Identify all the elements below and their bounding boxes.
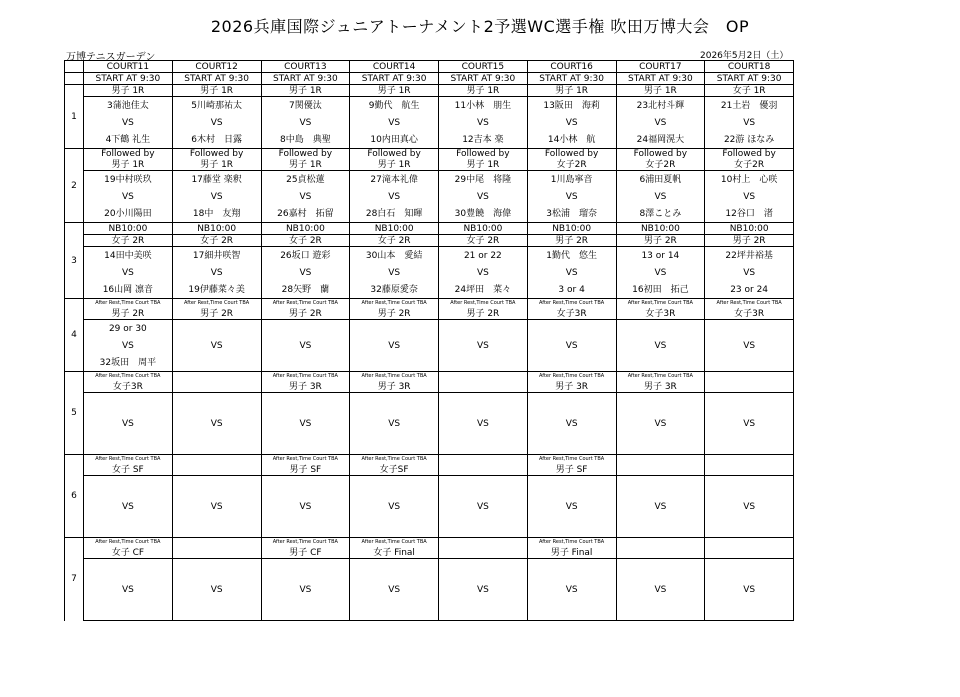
after-rest-note: After Rest,Time Court TBA	[84, 538, 173, 548]
after-rest-note: After Rest,Time Court TBA	[527, 299, 616, 309]
court-header: COURT17	[616, 61, 705, 73]
followed-label: Followed by	[439, 149, 528, 160]
schedule-row	[65, 223, 794, 235]
vs-label: VS	[527, 476, 616, 538]
followed-label: Followed by	[527, 149, 616, 160]
player-1: 1川島寧音	[527, 171, 616, 189]
schedule-row	[65, 354, 794, 372]
schedule-row	[65, 476, 794, 538]
after-rest-note: After Rest,Time Court TBA	[616, 299, 705, 309]
schedule-row	[65, 205, 794, 223]
after-rest-note	[439, 455, 528, 465]
round-label: 女子 2R	[84, 235, 173, 247]
after-rest-note: After Rest,Time Court TBA	[527, 455, 616, 465]
after-rest-note: After Rest,Time Court TBA	[527, 372, 616, 382]
row-number: 7	[65, 538, 84, 621]
vs-label: VS	[705, 393, 794, 455]
schedule-row	[65, 85, 794, 97]
after-rest-note	[439, 538, 528, 548]
vs-label: VS	[439, 476, 528, 538]
round-label	[705, 381, 794, 393]
corner-cell	[65, 73, 84, 85]
round-label: 男子 3R	[261, 381, 350, 393]
player-2: 4下鶴 礼生	[84, 131, 173, 149]
vs-label: VS	[350, 264, 439, 281]
after-rest-note	[705, 538, 794, 548]
start-time: START AT 9:30	[172, 73, 261, 85]
schedule-row	[65, 114, 794, 131]
player-1: 11小林 朋生	[439, 97, 528, 115]
player-1: 9勤代 航生	[350, 97, 439, 115]
round-label: 女子 Final	[350, 547, 439, 559]
schedule-row	[65, 281, 794, 299]
schedule-row	[65, 372, 794, 382]
schedule-row	[65, 247, 794, 265]
followed-label: Followed by	[261, 149, 350, 160]
row-number: 3	[65, 223, 84, 299]
player-2: 8澤ことみ	[616, 205, 705, 223]
vs-label: VS	[705, 559, 794, 621]
player-2	[350, 354, 439, 372]
after-rest-note	[705, 372, 794, 382]
nb-time: NB10:00	[439, 223, 528, 235]
vs-label: VS	[84, 393, 173, 455]
vs-label: VS	[84, 188, 173, 205]
schedule-row	[65, 538, 794, 548]
player-2: 14小林 航	[527, 131, 616, 149]
nb-time: NB10:00	[84, 223, 173, 235]
nb-time: NB10:00	[261, 223, 350, 235]
schedule-row	[65, 264, 794, 281]
vs-label: VS	[350, 114, 439, 131]
player-1	[527, 320, 616, 338]
schedule-row	[65, 131, 794, 149]
after-rest-note: After Rest,Time Court TBA	[439, 299, 528, 309]
court-header: COURT11	[84, 61, 173, 73]
schedule-row	[65, 455, 794, 465]
round-label: 女子 SF	[84, 464, 173, 476]
player-2: 28矢野 蘭	[261, 281, 350, 299]
player-2: 22游 ほなみ	[705, 131, 794, 149]
vs-label: VS	[705, 337, 794, 354]
vs-label: VS	[172, 188, 261, 205]
round-label: 男子 Final	[527, 547, 616, 559]
round-label: 女子 2R	[172, 235, 261, 247]
followed-label: Followed by	[350, 149, 439, 160]
player-2: 24坪田 菜々	[439, 281, 528, 299]
after-rest-note	[439, 372, 528, 382]
player-1: 27滝本礼偉	[350, 171, 439, 189]
after-rest-note: After Rest,Time Court TBA	[84, 455, 173, 465]
round-label: 男子 2R	[527, 235, 616, 247]
player-2	[172, 354, 261, 372]
player-1: 17細井咲智	[172, 247, 261, 265]
player-1	[705, 320, 794, 338]
player-1: 7関優汰	[261, 97, 350, 115]
player-1: 19中村咲玖	[84, 171, 173, 189]
player-2: 30豊饒 海偉	[439, 205, 528, 223]
row-number: 1	[65, 85, 84, 149]
after-rest-note: After Rest,Time Court TBA	[261, 455, 350, 465]
player-2: 26嘉村 拓留	[261, 205, 350, 223]
round-label: 女子2R	[527, 159, 616, 171]
round-label: 男子 1R	[439, 85, 528, 97]
vs-label: VS	[616, 393, 705, 455]
after-rest-note: After Rest,Time Court TBA	[616, 372, 705, 382]
round-label	[439, 381, 528, 393]
vs-label: VS	[261, 337, 350, 354]
vs-label: VS	[261, 559, 350, 621]
player-2: 23 or 24	[705, 281, 794, 299]
round-label: 男子 1R	[172, 159, 261, 171]
player-1: 25貞松蓮	[261, 171, 350, 189]
round-label: 男子 1R	[350, 85, 439, 97]
round-label: 男子 3R	[350, 381, 439, 393]
round-label: 男子 2R	[261, 308, 350, 320]
player-1	[172, 320, 261, 338]
nb-time: NB10:00	[350, 223, 439, 235]
round-label: 女子 CF	[84, 547, 173, 559]
court-header: COURT14	[350, 61, 439, 73]
vs-label: VS	[527, 337, 616, 354]
player-1: 26坂口 遊彩	[261, 247, 350, 265]
round-label: 女子3R	[705, 308, 794, 320]
round-label: 男子 1R	[261, 159, 350, 171]
player-1	[439, 320, 528, 338]
schedule-row	[65, 73, 794, 85]
player-2: 32藤原愛奈	[350, 281, 439, 299]
schedule-row	[65, 559, 794, 621]
round-label: 男子 1R	[84, 85, 173, 97]
round-label: 男子 CF	[261, 547, 350, 559]
round-label: 男子 2R	[84, 308, 173, 320]
vs-label: VS	[527, 264, 616, 281]
round-label: 女子3R	[616, 308, 705, 320]
round-label	[705, 464, 794, 476]
vs-label: VS	[616, 188, 705, 205]
round-label: 女子 1R	[705, 85, 794, 97]
court-header: COURT18	[705, 61, 794, 73]
player-2: 32坂田 周平	[84, 354, 173, 372]
player-2	[261, 354, 350, 372]
player-1: 21 or 22	[439, 247, 528, 265]
schedule-row	[65, 171, 794, 189]
start-time: START AT 9:30	[350, 73, 439, 85]
player-1: 14田中美咲	[84, 247, 173, 265]
round-label	[616, 464, 705, 476]
round-label	[616, 547, 705, 559]
round-label: 男子 1R	[84, 159, 173, 171]
start-time: START AT 9:30	[84, 73, 173, 85]
vs-label: VS	[350, 393, 439, 455]
vs-label: VS	[172, 559, 261, 621]
player-1: 30山本 愛結	[350, 247, 439, 265]
player-1: 13 or 14	[616, 247, 705, 265]
start-time: START AT 9:30	[616, 73, 705, 85]
vs-label: VS	[172, 264, 261, 281]
round-label: 男子 3R	[616, 381, 705, 393]
corner-cell	[65, 61, 84, 73]
venue-label: 万博テニスガーデン	[66, 52, 156, 63]
vs-label: VS	[616, 476, 705, 538]
vs-label: VS	[350, 188, 439, 205]
vs-label: VS	[84, 337, 173, 354]
nb-time: NB10:00	[616, 223, 705, 235]
round-label	[705, 547, 794, 559]
after-rest-note	[616, 455, 705, 465]
start-time: START AT 9:30	[261, 73, 350, 85]
player-2	[439, 354, 528, 372]
followed-label: Followed by	[84, 149, 173, 160]
player-2	[616, 354, 705, 372]
round-label: 男子 SF	[261, 464, 350, 476]
vs-label: VS	[172, 476, 261, 538]
player-1: 29中尾 将隆	[439, 171, 528, 189]
round-label: 男子 1R	[527, 85, 616, 97]
after-rest-note: After Rest,Time Court TBA	[350, 299, 439, 309]
player-1: 5川崎那祐太	[172, 97, 261, 115]
schedule-row	[65, 381, 794, 393]
player-2	[527, 354, 616, 372]
vs-label: VS	[350, 337, 439, 354]
player-2: 18中 友翔	[172, 205, 261, 223]
vs-label: VS	[527, 188, 616, 205]
after-rest-note: After Rest,Time Court TBA	[84, 372, 173, 382]
vs-label: VS	[172, 393, 261, 455]
date-label: 2026年5月2日（土）	[700, 51, 789, 61]
vs-label: VS	[439, 188, 528, 205]
round-label	[172, 464, 261, 476]
player-2: 3 or 4	[527, 281, 616, 299]
page-title: 2026兵庫国際ジュニアトーナメント2予選WC選手権 吹田万博大会 OP	[210, 17, 750, 36]
player-2	[705, 354, 794, 372]
player-1: 29 or 30	[84, 320, 173, 338]
after-rest-note	[172, 455, 261, 465]
vs-label: VS	[84, 476, 173, 538]
round-label: 女子3R	[527, 308, 616, 320]
vs-label: VS	[261, 476, 350, 538]
schedule-row	[65, 188, 794, 205]
round-label: 男子 2R	[705, 235, 794, 247]
round-label	[439, 547, 528, 559]
after-rest-note: After Rest,Time Court TBA	[261, 538, 350, 548]
schedule-table	[64, 60, 794, 621]
schedule-row	[65, 320, 794, 338]
after-rest-note	[616, 538, 705, 548]
nb-time: NB10:00	[172, 223, 261, 235]
vs-label: VS	[172, 337, 261, 354]
vs-label: VS	[705, 476, 794, 538]
vs-label: VS	[350, 476, 439, 538]
vs-label: VS	[439, 393, 528, 455]
schedule-row	[65, 464, 794, 476]
round-label: 男子 1R	[350, 159, 439, 171]
court-header: COURT13	[261, 61, 350, 73]
schedule-row	[65, 299, 794, 309]
round-label: 女子 2R	[439, 235, 528, 247]
player-2: 12谷口 渚	[705, 205, 794, 223]
vs-label: VS	[705, 264, 794, 281]
round-label: 男子 2R	[439, 308, 528, 320]
schedule-row	[65, 308, 794, 320]
round-label: 男子 1R	[616, 85, 705, 97]
schedule-row	[65, 547, 794, 559]
player-2: 16初田 拓己	[616, 281, 705, 299]
after-rest-note: After Rest,Time Court TBA	[261, 372, 350, 382]
nb-time: NB10:00	[705, 223, 794, 235]
schedule-row	[65, 159, 794, 171]
round-label: 男子 SF	[527, 464, 616, 476]
player-1: 23北村斗輝	[616, 97, 705, 115]
round-label: 女子2R	[616, 159, 705, 171]
player-1: 1勤代 悠生	[527, 247, 616, 265]
after-rest-note: After Rest,Time Court TBA	[350, 455, 439, 465]
round-label: 男子 1R	[439, 159, 528, 171]
after-rest-note	[705, 455, 794, 465]
vs-label: VS	[439, 559, 528, 621]
player-1: 21土岩 優羽	[705, 97, 794, 115]
player-1: 6浦田夏帆	[616, 171, 705, 189]
player-1: 10村上 心咲	[705, 171, 794, 189]
vs-label: VS	[616, 114, 705, 131]
vs-label: VS	[84, 114, 173, 131]
round-label: 女子2R	[705, 159, 794, 171]
vs-label: VS	[261, 393, 350, 455]
row-number: 5	[65, 372, 84, 455]
round-label: 男子 2R	[172, 308, 261, 320]
after-rest-note: After Rest,Time Court TBA	[705, 299, 794, 309]
nb-time: NB10:00	[527, 223, 616, 235]
player-2: 24福岡滉大	[616, 131, 705, 149]
round-label: 女子 2R	[350, 235, 439, 247]
after-rest-note: After Rest,Time Court TBA	[350, 538, 439, 548]
schedule-row	[65, 61, 794, 73]
schedule-row	[65, 149, 794, 160]
vs-label: VS	[439, 337, 528, 354]
court-header: COURT15	[439, 61, 528, 73]
round-label: 男子 1R	[261, 85, 350, 97]
round-label	[439, 464, 528, 476]
after-rest-note: After Rest,Time Court TBA	[527, 538, 616, 548]
vs-label: VS	[616, 559, 705, 621]
player-1: 22坪井裕基	[705, 247, 794, 265]
vs-label: VS	[439, 264, 528, 281]
start-time: START AT 9:30	[527, 73, 616, 85]
player-1: 3蒲池佳太	[84, 97, 173, 115]
court-header: COURT12	[172, 61, 261, 73]
after-rest-note	[172, 538, 261, 548]
followed-label: Followed by	[172, 149, 261, 160]
round-label: 男子 3R	[527, 381, 616, 393]
followed-label: Followed by	[705, 149, 794, 160]
player-2: 6木村 日露	[172, 131, 261, 149]
vs-label: VS	[527, 393, 616, 455]
followed-label: Followed by	[616, 149, 705, 160]
player-1	[616, 320, 705, 338]
player-1: 13阪田 海莉	[527, 97, 616, 115]
round-label: 男子 1R	[172, 85, 261, 97]
vs-label: VS	[705, 188, 794, 205]
player-2: 8中島 典聖	[261, 131, 350, 149]
player-1	[261, 320, 350, 338]
round-label: 男子 2R	[350, 308, 439, 320]
player-1: 17藤堂 楽釈	[172, 171, 261, 189]
row-number: 6	[65, 455, 84, 538]
start-time: START AT 9:30	[705, 73, 794, 85]
player-2: 19伊藤菜々美	[172, 281, 261, 299]
vs-label: VS	[616, 337, 705, 354]
round-label	[172, 547, 261, 559]
player-2: 3松浦 瑠奈	[527, 205, 616, 223]
court-header: COURT16	[527, 61, 616, 73]
row-number: 2	[65, 149, 84, 223]
vs-label: VS	[261, 188, 350, 205]
after-rest-note: After Rest,Time Court TBA	[350, 372, 439, 382]
round-label: 男子 2R	[616, 235, 705, 247]
schedule-row	[65, 393, 794, 455]
vs-label: VS	[527, 559, 616, 621]
schedule-row	[65, 337, 794, 354]
after-rest-note	[172, 372, 261, 382]
round-label: 女子3R	[84, 381, 173, 393]
player-1	[350, 320, 439, 338]
round-label: 女子SF	[350, 464, 439, 476]
after-rest-note: After Rest,Time Court TBA	[261, 299, 350, 309]
after-rest-note: After Rest,Time Court TBA	[84, 299, 173, 309]
player-2: 20小川陽田	[84, 205, 173, 223]
vs-label: VS	[84, 559, 173, 621]
vs-label: VS	[439, 114, 528, 131]
vs-label: VS	[261, 264, 350, 281]
player-2: 28白石 知暉	[350, 205, 439, 223]
vs-label: VS	[261, 114, 350, 131]
schedule-row	[65, 97, 794, 115]
round-label	[172, 381, 261, 393]
player-2: 12吉本 楽	[439, 131, 528, 149]
vs-label: VS	[616, 264, 705, 281]
start-time: START AT 9:30	[439, 73, 528, 85]
schedule-row	[65, 235, 794, 247]
vs-label: VS	[350, 559, 439, 621]
player-2: 10内田真心	[350, 131, 439, 149]
vs-label: VS	[84, 264, 173, 281]
player-2: 16山岡 凛音	[84, 281, 173, 299]
vs-label: VS	[172, 114, 261, 131]
round-label: 女子 2R	[261, 235, 350, 247]
after-rest-note: After Rest,Time Court TBA	[172, 299, 261, 309]
vs-label: VS	[705, 114, 794, 131]
row-number: 4	[65, 299, 84, 372]
vs-label: VS	[527, 114, 616, 131]
